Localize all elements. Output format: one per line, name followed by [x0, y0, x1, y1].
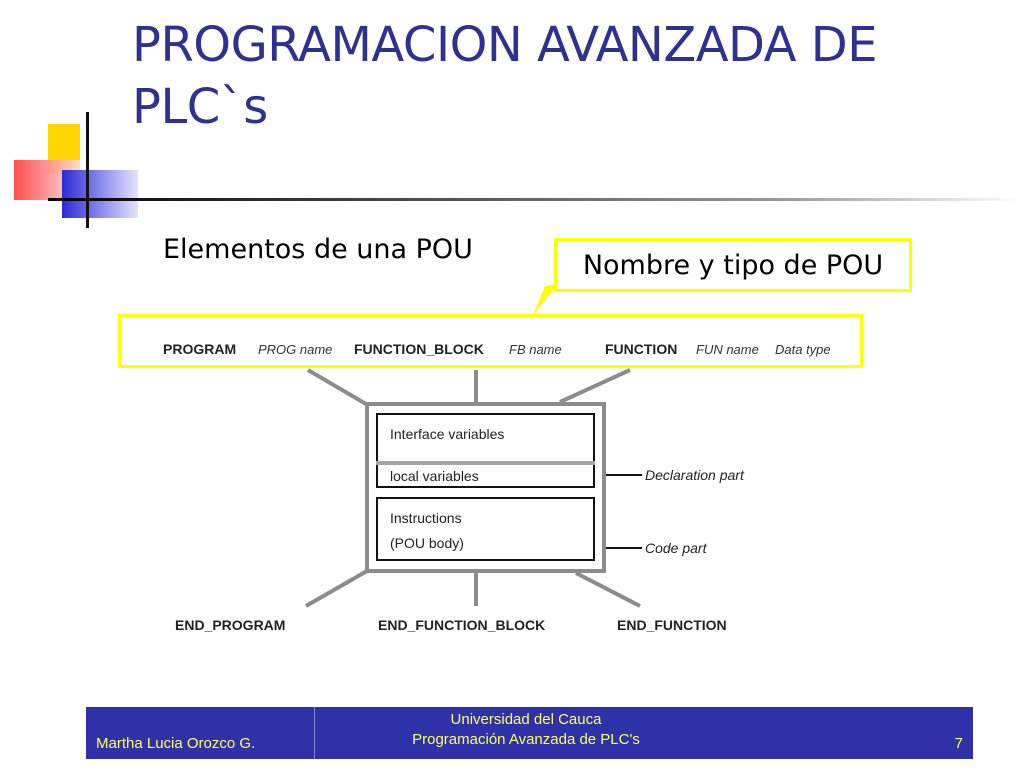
connector-program-top	[308, 370, 366, 404]
vertical-line	[86, 112, 89, 228]
code-box	[376, 497, 595, 561]
function-keyword: FUNCTION	[605, 341, 678, 357]
yellow-square	[48, 124, 80, 174]
horizontal-rule	[48, 198, 1024, 201]
red-square	[14, 160, 80, 200]
slide-title	[132, 14, 992, 138]
code-part-label: Code part	[645, 540, 707, 556]
program-keyword: PROGRAM	[163, 341, 237, 357]
pou-body-label: (POU body)	[390, 535, 464, 551]
title-line-1: PROGRAMACION AVANZADA DE	[132, 17, 878, 73]
footer-center-cell	[318, 707, 734, 759]
footer-page-number: 7	[954, 735, 963, 752]
blue-square	[62, 170, 138, 218]
footer-university: Universidad del Cauca	[450, 711, 602, 728]
title-line-2: PLC`s	[132, 79, 268, 135]
program-name-label: PROG name	[258, 342, 333, 357]
declaration-part-label: Declaration part	[645, 467, 744, 483]
function-block-keyword: FUNCTION_BLOCK	[354, 341, 484, 357]
footer-course: Programación Avanzada de PLC's	[412, 731, 640, 748]
end-program-keyword: END_PROGRAM	[175, 617, 286, 633]
fb-name-label: FB name	[509, 342, 562, 357]
declaration-separator	[376, 461, 595, 465]
interface-variables-label: Interface variables	[390, 426, 505, 442]
fun-name-label: FUN name	[696, 342, 759, 357]
slide-subtitle: Elementos de una POU	[163, 234, 473, 265]
instructions-label: Instructions	[390, 510, 462, 526]
footer-author-cell	[86, 707, 315, 759]
data-type-label: Data type	[775, 342, 831, 357]
connector-function-bottom	[576, 573, 640, 606]
pou-name-callout: Nombre y tipo de POU	[554, 238, 912, 292]
end-function-keyword: END_FUNCTION	[617, 617, 727, 633]
slide-footer	[86, 707, 973, 759]
end-function-block-keyword: END_FUNCTION_BLOCK	[378, 617, 546, 633]
connector-program-bottom	[306, 571, 367, 606]
connector-function-top	[560, 370, 630, 402]
footer-author: Martha Lucia Orozco G.	[96, 735, 256, 752]
local-variables-label: local variables	[390, 468, 479, 484]
